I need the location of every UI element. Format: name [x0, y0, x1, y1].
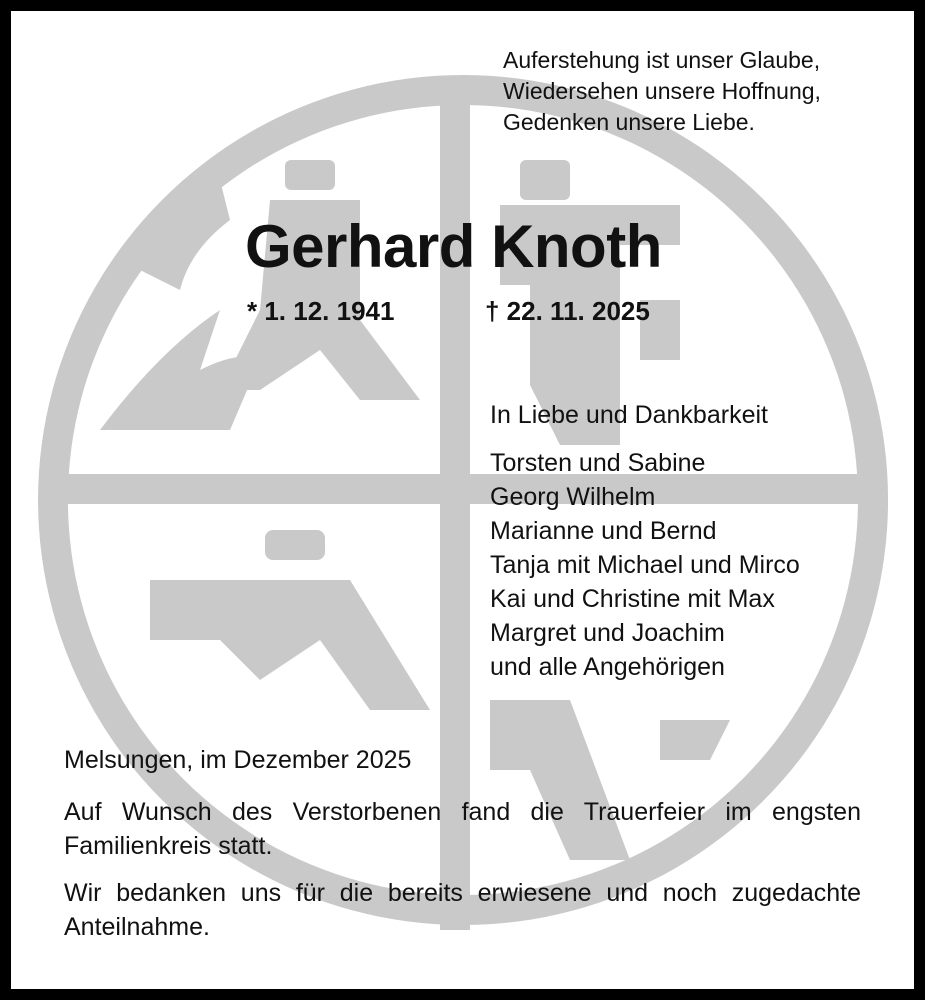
family-list: [490, 446, 800, 684]
family-member: und alle Angehörigen: [490, 653, 725, 681]
family-member: Kai und Christine mit Max: [490, 585, 775, 613]
birth-date: * 1. 12. 1941: [247, 296, 395, 326]
family-member: Georg Wilhelm: [490, 483, 656, 511]
quote: [503, 45, 821, 138]
family-member: Tanja mit Michael und Mirco: [490, 551, 800, 579]
thanks-note: Wir bedanken uns für die bereits erwiesene und noch zugedachte Anteilnahme.: [64, 879, 861, 941]
family-member: Margret und Joachim: [490, 619, 725, 647]
quote-line: Wiedersehen unsere Hoffnung,: [503, 78, 821, 104]
death-date: † 22. 11. 2025: [485, 296, 650, 326]
quote-line: Gedenken unsere Liebe.: [503, 109, 755, 135]
place-date: Melsungen, im Dezember 2025: [64, 746, 412, 774]
family-member: Marianne und Bernd: [490, 517, 717, 545]
funeral-note: Auf Wunsch des Verstorbenen fand die Trauerfeier im engsten Familienkreis statt.: [64, 798, 861, 860]
intro-text: In Liebe und Dankbarkeit: [490, 401, 768, 429]
deceased-name: Gerhard Knoth: [245, 213, 662, 280]
family-member: Torsten und Sabine: [490, 449, 706, 477]
quote-line: Auferstehung ist unser Glaube,: [503, 47, 821, 73]
